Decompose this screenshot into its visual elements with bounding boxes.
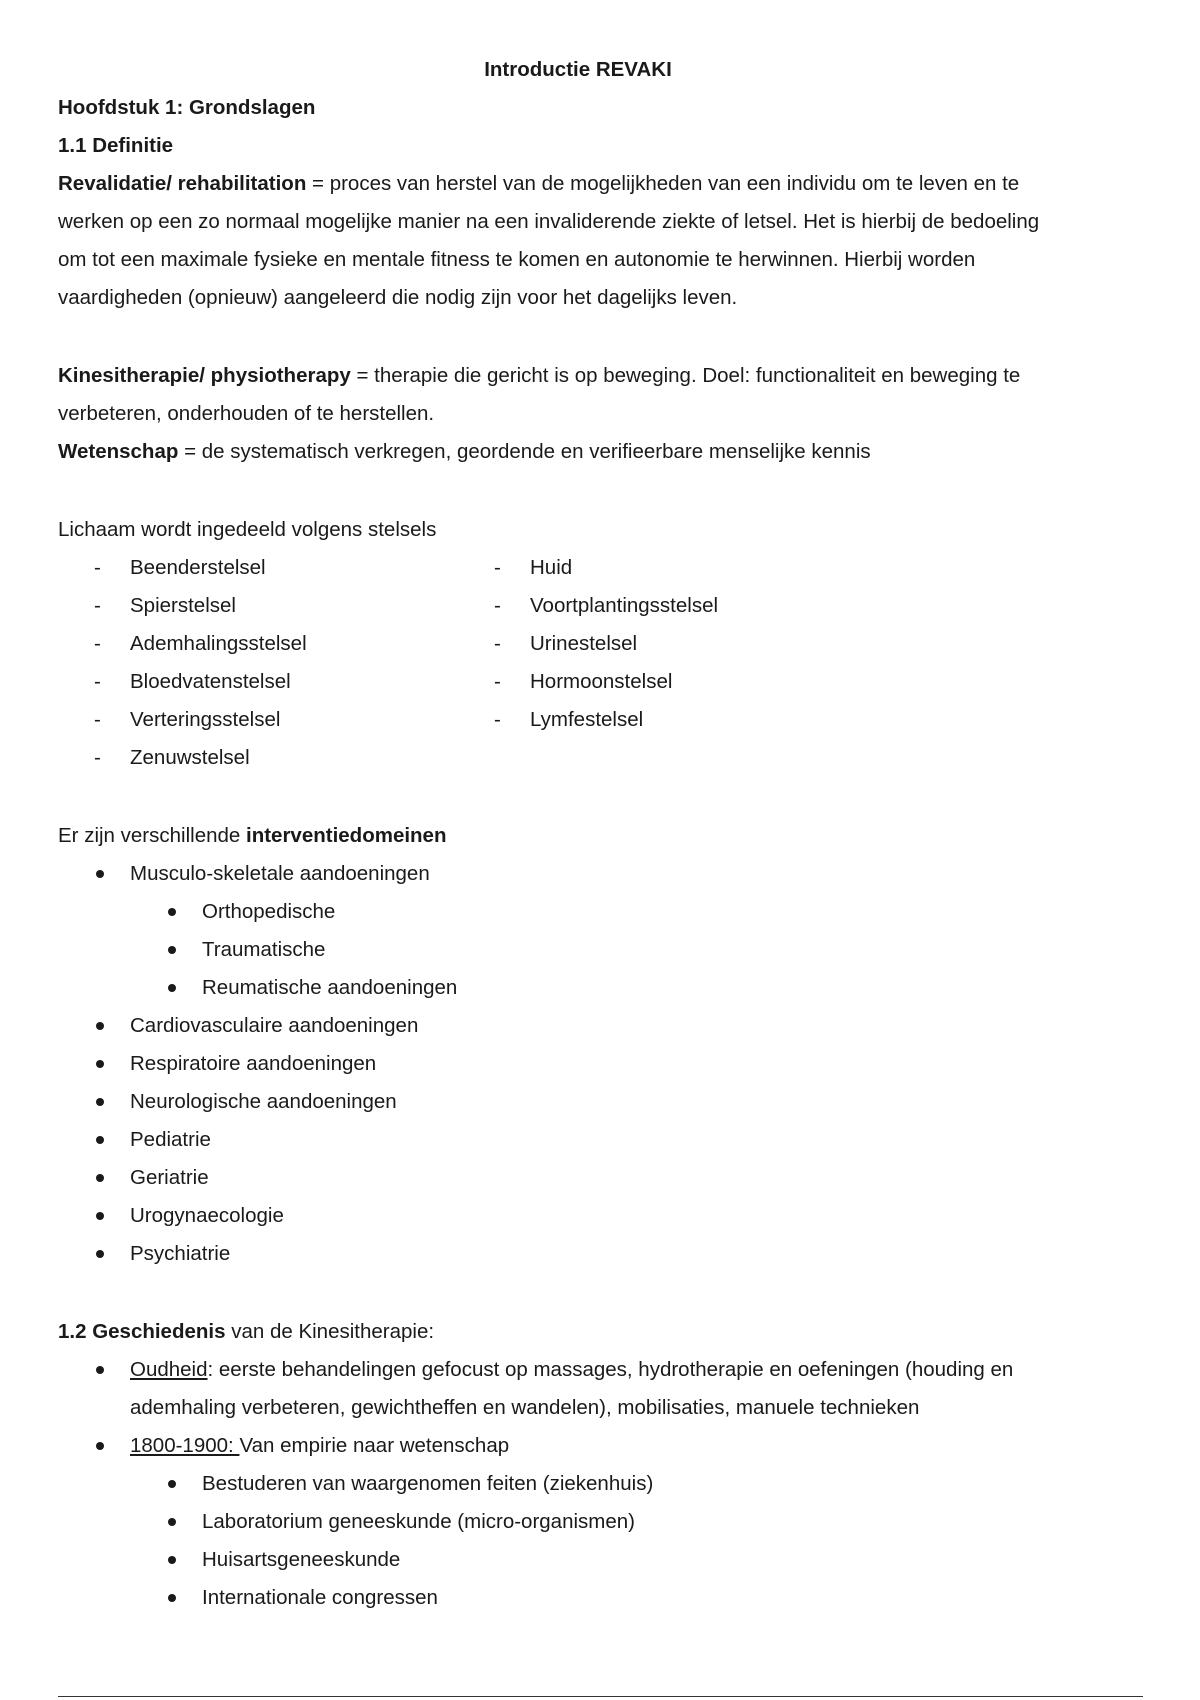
wetenschap-text: = de systematisch verkregen, geordende en verifieerbare menselijke kennis — [178, 440, 871, 463]
oudheid-text: : eerste behandelingen gefocust op massages, hydrotherapie en oefeningen (houding en — [207, 1358, 1014, 1381]
bullet-icon — [168, 908, 176, 916]
revalidatie-definition-line-3: om tot een maximale fysieke en mentale fitness te komen en autonomie te herwinnen. Hierbij worden — [58, 248, 976, 271]
list-item-text: Voortplantingsstelsel — [530, 594, 719, 617]
list-item: Urogynaecologie — [130, 1204, 284, 1227]
revalidatie-definition-line-2: werken op een zo normaal mogelijke manier na een invaliderende ziekte of letsel. Het is hierbij de bedoeling — [58, 210, 1040, 233]
domeinen-intro — [58, 824, 447, 848]
oudheid-label: Oudheid — [130, 1358, 208, 1381]
section-heading-1-2 — [58, 1320, 434, 1344]
bullet-icon — [96, 870, 104, 878]
kinesitherapie-term: Kinesitherapie/ physiotherapy — [58, 364, 351, 387]
chapter-heading: Hoofdstuk 1: Grondslagen — [58, 96, 316, 119]
dash-marker: - — [94, 670, 101, 693]
bullet-icon — [96, 1060, 104, 1068]
domeinen-intro-text: Er zijn verschillende — [58, 824, 246, 847]
bullet-icon — [168, 1594, 176, 1602]
revalidatie-text: = proces van herstel van de mogelijkheden van een individu om te leven en te — [306, 172, 1020, 195]
list-item: Internationale congressen — [202, 1586, 438, 1609]
document-page — [58, 0, 1148, 1700]
list-item: Reumatische aandoeningen — [202, 976, 458, 999]
oudheid-line-2: ademhaling verbeteren, gewichtheffen en wandelen), mobilisaties, manuele technieken — [130, 1396, 920, 1419]
periode-1800-text: Van empirie naar wetenschap — [239, 1434, 510, 1457]
bullet-icon — [168, 984, 176, 992]
section-heading-1-2-text: van de Kinesitherapie: — [225, 1320, 435, 1343]
list-item: Cardiovasculaire aandoeningen — [130, 1014, 419, 1037]
list-item: Pediatrie — [130, 1128, 211, 1151]
revalidatie-definition-line-4: vaardigheden (opnieuw) aangeleerd die nodig zijn voor het dagelijks leven. — [58, 286, 738, 309]
kinesitherapie-definition-line-2: verbeteren, onderhouden of te herstellen. — [58, 402, 435, 425]
list-item: Musculo-skeletale aandoeningen — [130, 862, 430, 885]
list-item-text: Lymfestelsel — [530, 708, 644, 731]
list-item: Huisartsgeneeskunde — [202, 1548, 401, 1571]
periode-1800-label: 1800-1900: — [130, 1434, 240, 1457]
list-item-text: Bloedvatenstelsel — [130, 670, 291, 693]
list-item: Laboratorium geneeskunde (micro-organismen) — [202, 1510, 635, 1533]
bullet-icon — [96, 1212, 104, 1220]
list-item-text: Hormoonstelsel — [530, 670, 673, 693]
list-item-text: Zenuwstelsel — [130, 746, 250, 769]
dash-marker: - — [494, 708, 501, 731]
dash-marker: - — [494, 594, 501, 617]
revalidatie-term: Revalidatie/ rehabilitation — [58, 172, 307, 195]
revalidatie-definition-line-1 — [58, 172, 1019, 196]
section-heading-1-2-bold: 1.2 Geschiedenis — [58, 1320, 226, 1343]
bullet-icon — [96, 1022, 104, 1030]
oudheid-line-1 — [130, 1358, 1013, 1382]
dash-marker: - — [494, 632, 501, 655]
list-item: Geriatrie — [130, 1166, 209, 1189]
list-item: Bestuderen van waargenomen feiten (ziekenhuis) — [202, 1472, 654, 1495]
bullet-icon — [168, 1480, 176, 1488]
list-item: Orthopedische — [202, 900, 336, 923]
kinesitherapie-definition-line-1 — [58, 364, 1020, 388]
kinesitherapie-text: = therapie die gericht is op beweging. Doel: functionaliteit en beweging te — [350, 364, 1021, 387]
periode-1800-line — [130, 1434, 509, 1458]
dash-marker: - — [94, 556, 101, 579]
wetenschap-term: Wetenschap — [58, 440, 179, 463]
stelsels-intro: Lichaam wordt ingedeeld volgens stelsels — [58, 518, 437, 541]
dash-marker: - — [494, 670, 501, 693]
bullet-icon — [168, 1556, 176, 1564]
list-item: Neurologische aandoeningen — [130, 1090, 397, 1113]
dash-marker: - — [494, 556, 501, 579]
dash-marker: - — [94, 746, 101, 769]
list-item-text: Huid — [530, 556, 573, 579]
section-heading-1-1: 1.1 Definitie — [58, 134, 174, 157]
domeinen-intro-bold: interventiedomeinen — [246, 824, 447, 847]
list-item-text: Beenderstelsel — [130, 556, 266, 579]
list-item-text: Spierstelsel — [130, 594, 236, 617]
dash-marker: - — [94, 594, 101, 617]
bullet-icon — [168, 946, 176, 954]
bullet-icon — [96, 1442, 104, 1450]
list-item-text: Urinestelsel — [530, 632, 638, 655]
dash-marker: - — [94, 632, 101, 655]
list-item: Respiratoire aandoeningen — [130, 1052, 377, 1075]
list-item: Traumatische — [202, 938, 326, 961]
wetenschap-definition — [58, 440, 871, 464]
bullet-icon — [96, 1174, 104, 1182]
page-bottom-divider — [58, 1696, 1143, 1697]
list-item: Psychiatrie — [130, 1242, 231, 1265]
bullet-icon — [96, 1098, 104, 1106]
list-item-text: Ademhalingsstelsel — [130, 632, 307, 655]
document-title: Introductie REVAKI — [484, 58, 672, 81]
bullet-icon — [96, 1136, 104, 1144]
list-item-text: Verteringsstelsel — [130, 708, 281, 731]
dash-marker: - — [94, 708, 101, 731]
bullet-icon — [96, 1366, 104, 1374]
bullet-icon — [168, 1518, 176, 1526]
bullet-icon — [96, 1250, 104, 1258]
